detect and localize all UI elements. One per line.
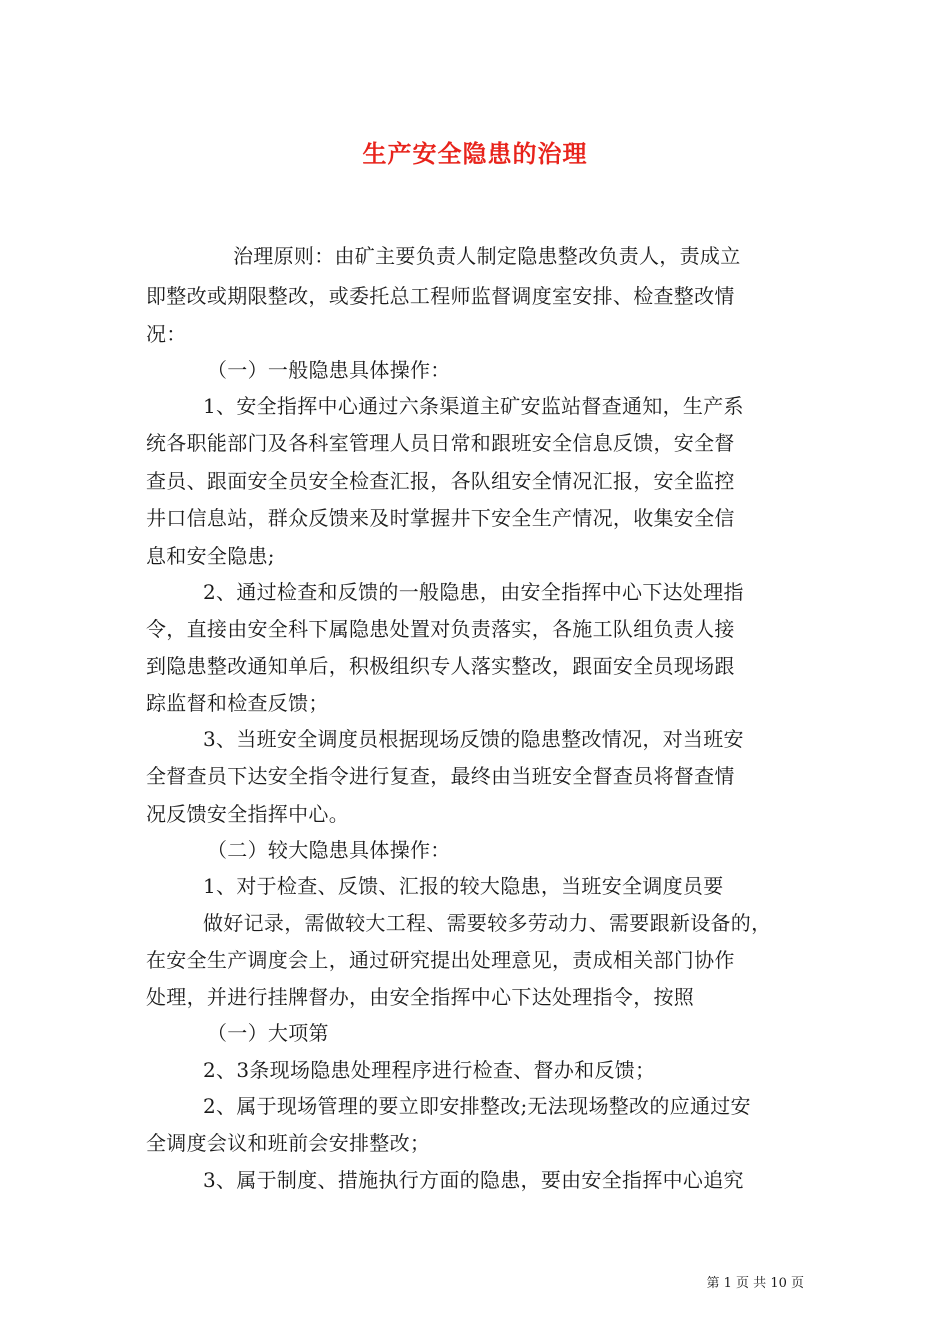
paragraph-line: 统各职能部门及各科室管理人员日常和跟班安全信息反馈，安全督	[146, 431, 735, 455]
paragraph-line: 全调度会议和班前会安排整改；	[146, 1131, 431, 1155]
paragraph-line: 2、3条现场隐患处理程序进行检查、督办和反馈；	[203, 1058, 656, 1082]
paragraph-line: 3、属于制度、措施执行方面的隐患，要由安全指挥中心追究	[203, 1168, 744, 1192]
paragraph-line: （一）大项第	[207, 1021, 329, 1045]
paragraph-line: 1、对于检查、反馈、汇报的较大隐患，当班安全调度员要	[203, 874, 724, 898]
paragraph-line: 1、安全指挥中心通过六条渠道主矿安监站督查通知，生产系	[203, 394, 744, 418]
paragraph-line: 处理，并进行挂牌督办，由安全指挥中心下达处理指令，按照	[146, 985, 695, 1009]
paragraph-line: 2、属于现场管理的要立即安排整改;无法现场整改的应通过安	[203, 1094, 751, 1118]
page-number: 第 1 页 共 10 页	[706, 1276, 804, 1291]
paragraph-line: 令，直接由安全科下属隐患处置对负责落实，各施工队组负责人接	[146, 617, 735, 641]
section-heading: （二）较大隐患具体操作：	[207, 838, 451, 862]
section-heading: （一）一般隐患具体操作：	[207, 358, 451, 382]
paragraph-line: 查员、跟面安全员安全检查汇报，各队组安全情况汇报，安全监控	[146, 469, 735, 493]
paragraph-line: 在安全生产调度会上，通过研究提出处理意见，责成相关部门协作	[146, 948, 735, 972]
paragraph-line: 况反馈安全指挥中心。	[146, 802, 349, 826]
paragraph-line: 2、通过检查和反馈的一般隐患，由安全指挥中心下达处理指	[203, 580, 744, 604]
paragraph-line: 到隐患整改通知单后，积极组织专人落实整改，跟面安全员现场跟	[146, 654, 735, 678]
paragraph-line: 踪监督和检查反馈；	[146, 691, 329, 715]
paragraph-line: 全督查员下达安全指令进行复查，最终由当班安全督查员将督查情	[146, 764, 735, 788]
paragraph-line: 做好记录，需做较大工程、需要较多劳动力、需要跟新设备的，	[203, 911, 772, 935]
document-title: 生产安全隐患的治理	[362, 139, 588, 168]
paragraph-line: 息和安全隐患;	[146, 544, 275, 568]
paragraph-line: 况：	[146, 322, 187, 346]
paragraph-line: 治理原则：由矿主要负责人制定隐患整改负责人，责成立	[233, 244, 741, 268]
paragraph-line: 井口信息站，群众反馈来及时掌握井下安全生产情况，收集安全信	[146, 506, 735, 530]
paragraph-line: 3、当班安全调度员根据现场反馈的隐患整改情况，对当班安	[203, 727, 744, 751]
paragraph-line: 即整改或期限整改，或委托总工程师监督调度室安排、检查整改情	[146, 284, 735, 308]
